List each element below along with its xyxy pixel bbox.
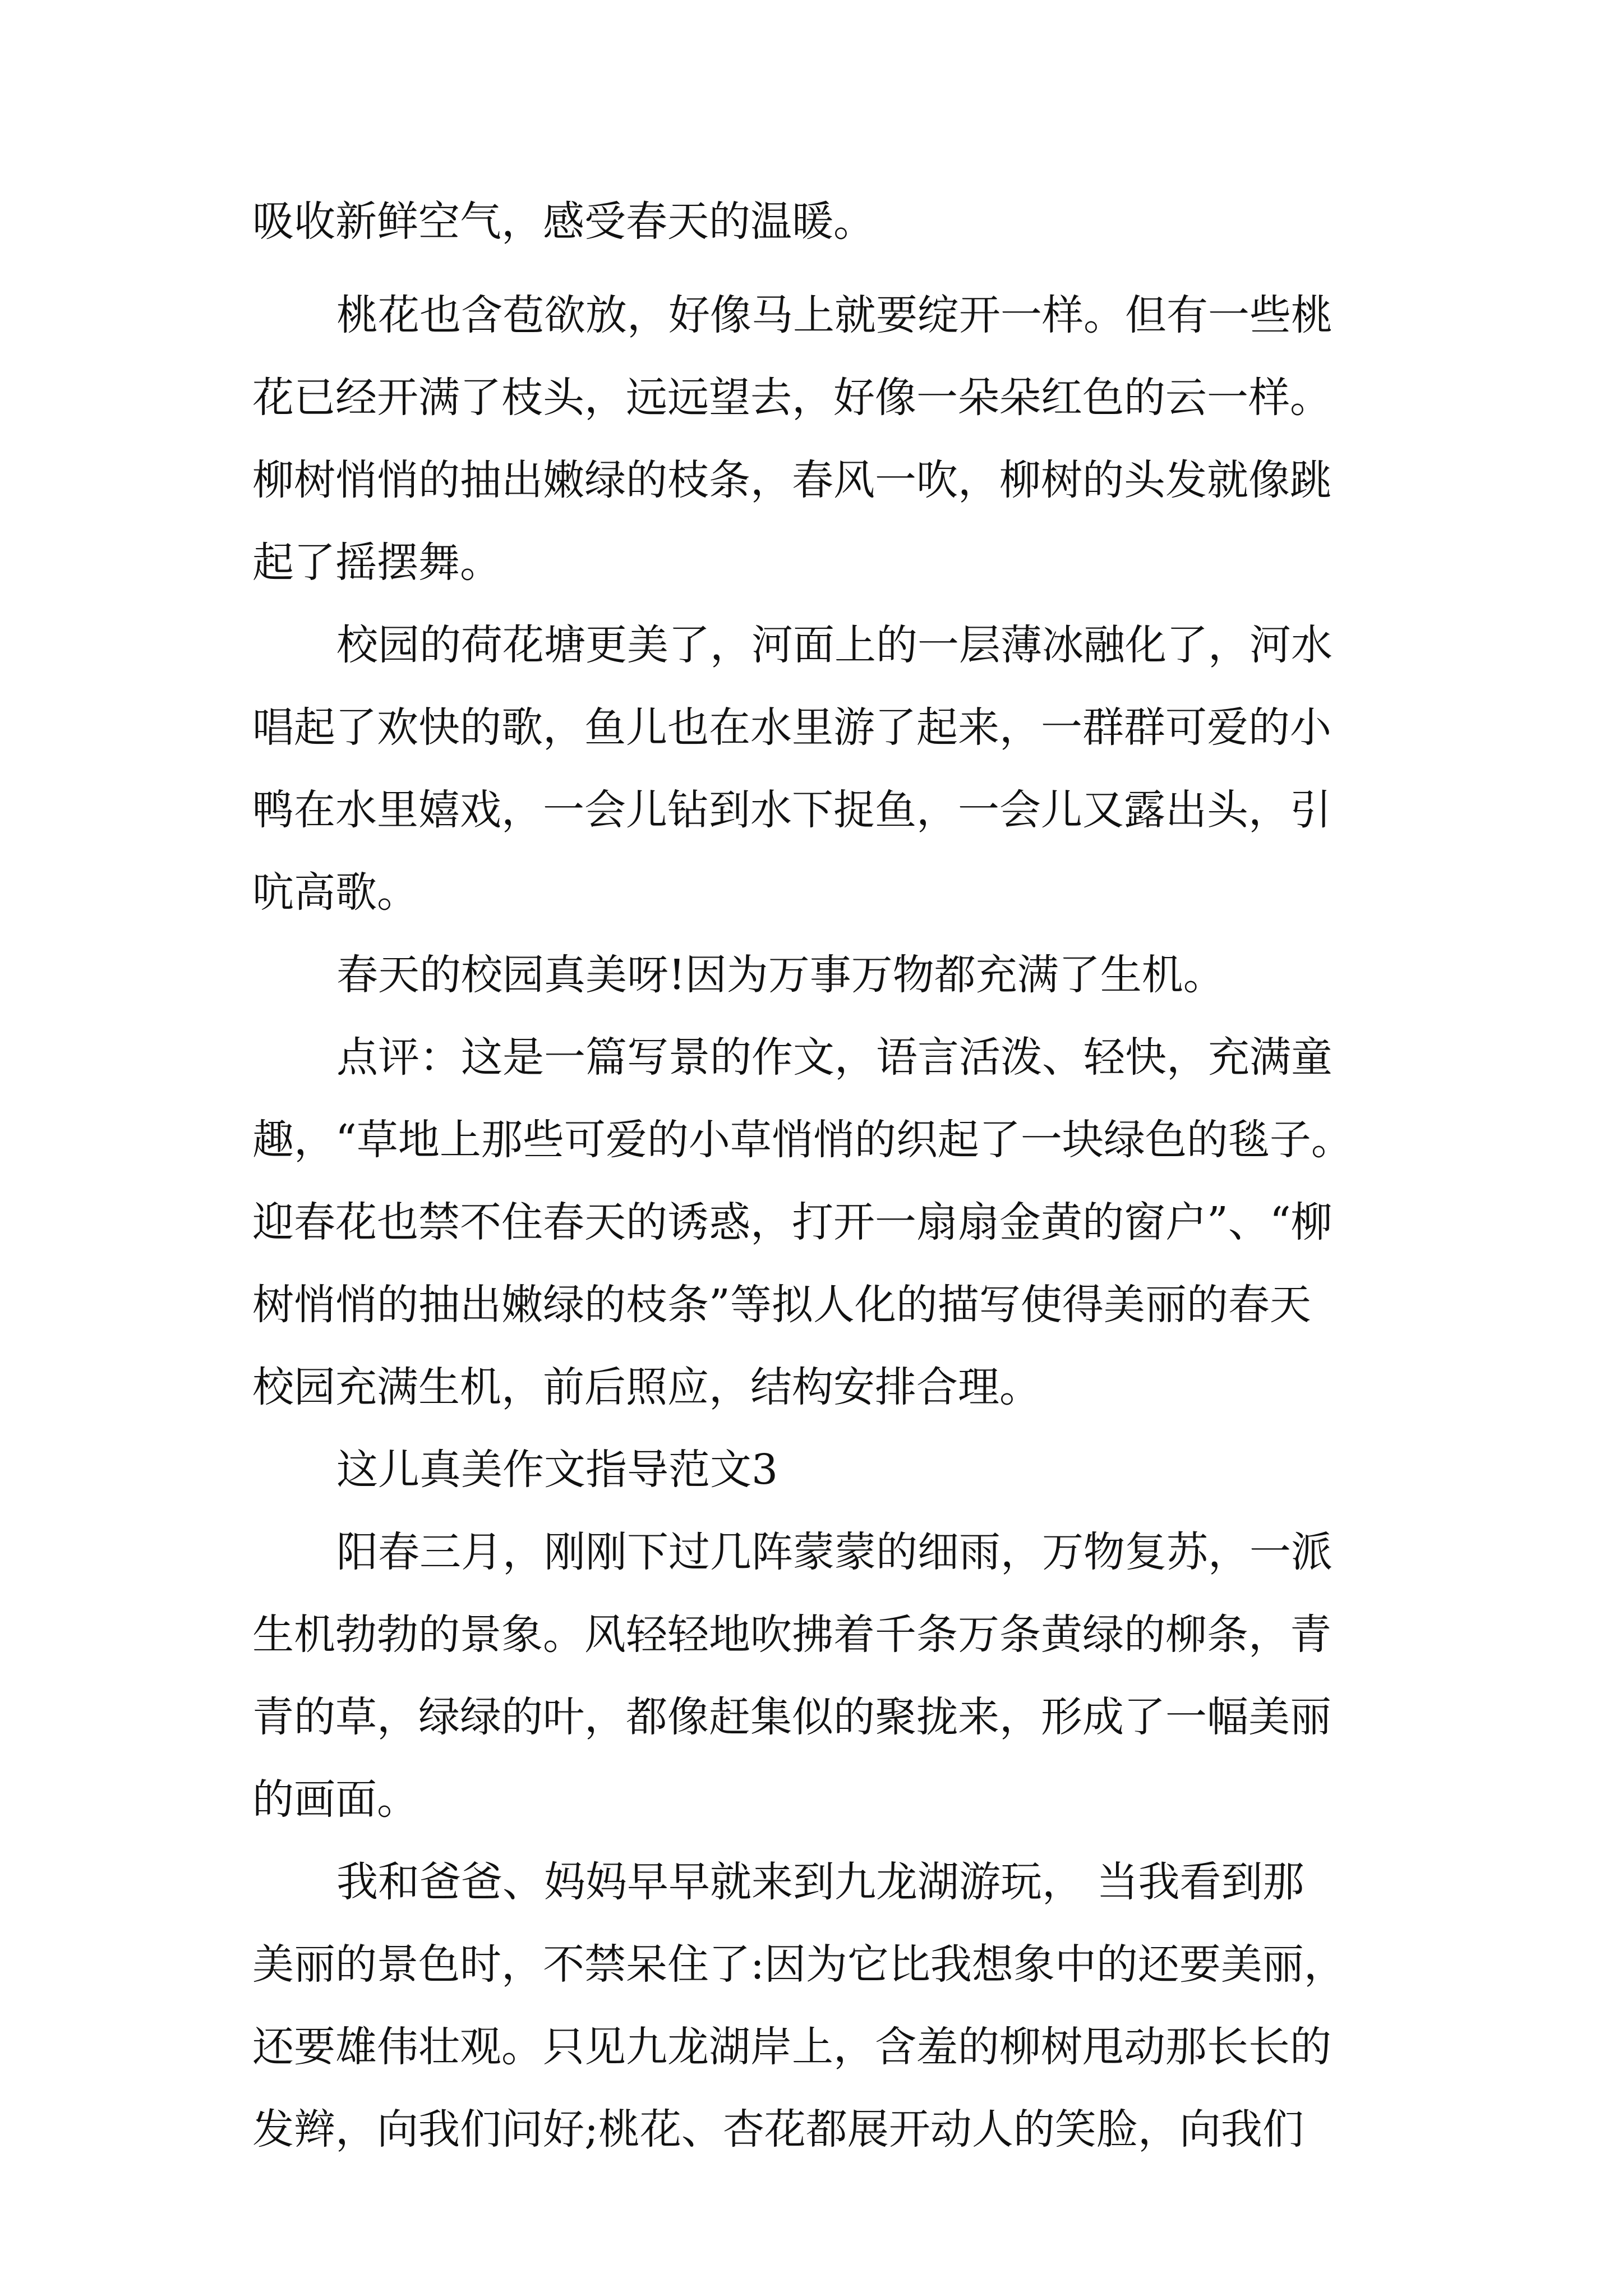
text-line: 美丽的景色时，不禁呆住了:因为它比我想象中的还要美丽， (252, 1940, 1345, 1989)
text-line: 柳树悄悄的抽出嫩绿的枝条，春风一吹，柳树的头发就像跳 (252, 456, 1331, 504)
text-line: 校园充满生机，前后照应，结构安排合理。 (252, 1363, 1041, 1411)
text-line: 生机勃勃的景象。风轻轻地吹拂着千条万条黄绿的柳条，青 (252, 1611, 1331, 1659)
text-line: 起了摇摆舞。 (252, 539, 501, 587)
paragraph-start-line: 桃花也含苞欲放，好像马上就要绽开一样。但有一些桃 (336, 291, 1332, 339)
text-line: 发辫，向我们问好;桃花、杏花都展开动人的笑脸，向我们 (252, 2105, 1304, 2154)
text-line: 青的草，绿绿的叶，都像赶集似的聚拢来，形成了一幅美丽 (252, 1693, 1331, 1741)
text-line: 的画面。 (252, 1775, 418, 1824)
text-line: 树悄悄的抽出嫩绿的枝条”等拟人化的描写使得美丽的春天 (252, 1281, 1311, 1329)
paragraph-start-line: 校园的荷花塘更美了，河面上的一层薄冰融化了，河水 (336, 621, 1332, 669)
paragraph-start-line: 春天的校园真美呀!因为万事万物都充满了生机。 (336, 951, 1225, 999)
text-line: 唱起了欢快的歌，鱼儿也在水里游了起来，一群群可爱的小 (252, 703, 1331, 752)
paragraph-start-line: 阳春三月，刚刚下过几阵蒙蒙的细雨，万物复苏，一派 (336, 1528, 1332, 1576)
text-line: 还要雄伟壮观。只见九龙湖岸上，含羞的柳树甩动那长长的 (252, 2023, 1331, 2071)
text-line: 鸭在水里嬉戏，一会儿钻到水下捉鱼，一会儿又露出头，引 (252, 786, 1331, 834)
paragraph-start-line: 我和爸爸、妈妈早早就来到九龙湖游玩， 当我看到那 (336, 1858, 1304, 1906)
section-heading: 这儿真美作文指导范文3 (336, 1446, 778, 1494)
paragraph-start-line: 点评：这是一篇写景的作文，语言活泼、轻快，充满童 (336, 1033, 1332, 1082)
text-line: 趣，“草地上那些可爱的小草悄悄的织起了一块绿色的毯子。 (252, 1116, 1353, 1164)
text-line: 吭高歌。 (252, 868, 418, 917)
text-line: 吸收新鲜空气，感受春天的温暖。 (252, 197, 875, 246)
text-line: 迎春花也禁不住春天的诱惑，打开一扇扇金黄的窗户”、“柳 (252, 1198, 1332, 1246)
text-line: 花已经开满了枝头，远远望去，好像一朵朵红色的云一样。 (252, 374, 1331, 422)
